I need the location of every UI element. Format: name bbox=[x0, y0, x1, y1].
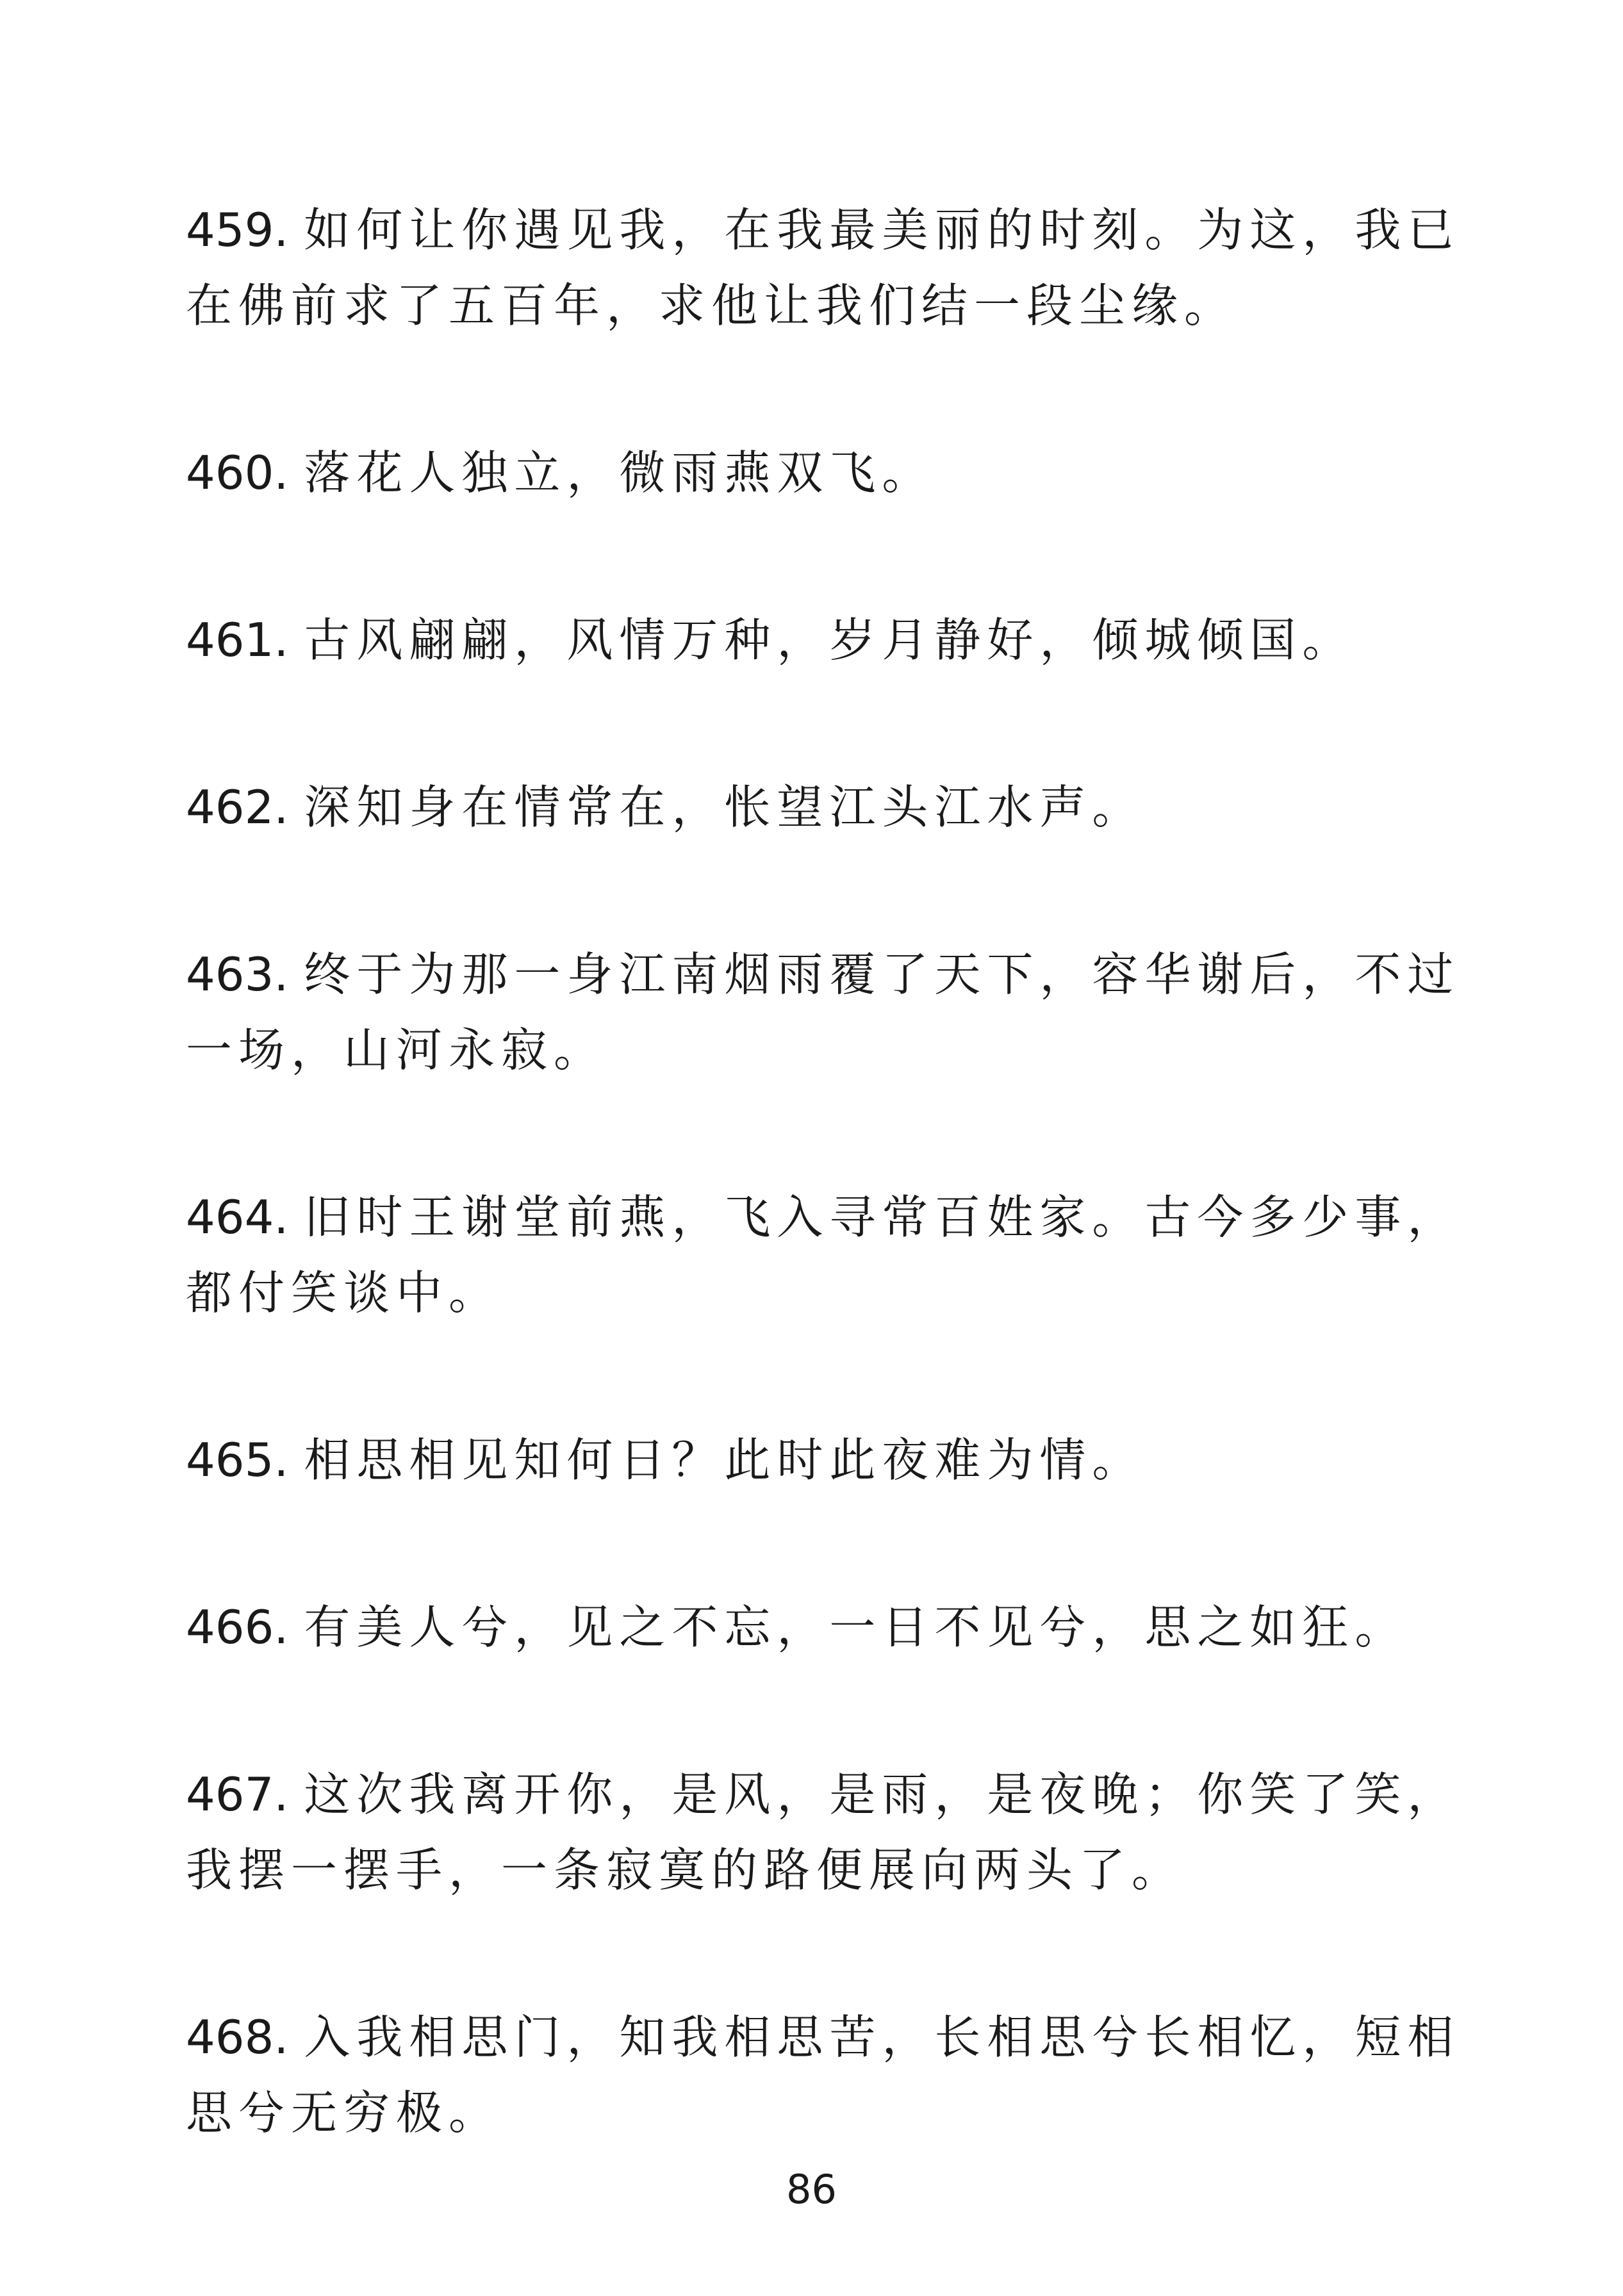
entry-number: 463. bbox=[186, 947, 289, 1001]
entry-number: 460. bbox=[186, 446, 289, 500]
entry-text: 旧时王谢堂前燕，飞入寻常百姓家。古今多少事，都付笑谈中。 bbox=[186, 1190, 1460, 1320]
entry-text: 相思相见知何日？此时此夜难为情。 bbox=[304, 1433, 1145, 1487]
entry-number: 465. bbox=[186, 1433, 289, 1487]
entry-462 bbox=[186, 769, 1467, 845]
entry-number: 464. bbox=[186, 1190, 289, 1244]
entry-465 bbox=[186, 1422, 1467, 1498]
entry-459 bbox=[186, 192, 1467, 343]
entry-468 bbox=[186, 1999, 1467, 2151]
entry-number: 461. bbox=[186, 613, 289, 667]
entry-number: 466. bbox=[186, 1600, 289, 1654]
entry-text: 入我相思门，知我相思苦，长相思兮长相忆，短相思兮无穷极。 bbox=[186, 2010, 1460, 2140]
entry-text: 落花人独立，微雨燕双飞。 bbox=[304, 446, 935, 500]
entry-463 bbox=[186, 937, 1467, 1088]
entry-text: 如何让你遇见我，在我最美丽的时刻。为这，我已在佛前求了五百年，求他让我们结一段尘缘。 bbox=[186, 203, 1460, 332]
entry-text: 这次我离开你，是风，是雨，是夜晚；你笑了笑，我摆一摆手，一条寂寞的路便展向两头了。 bbox=[186, 1767, 1460, 1897]
entry-text: 古风翩翩，风情万种，岁月静好，倾城倾国。 bbox=[304, 613, 1355, 667]
entry-467 bbox=[186, 1757, 1467, 1908]
entry-number: 462. bbox=[186, 780, 289, 834]
entry-text: 终于为那一身江南烟雨覆了天下，容华谢后，不过一场，山河永寂。 bbox=[186, 947, 1460, 1077]
entry-464 bbox=[186, 1179, 1467, 1331]
entry-number: 459. bbox=[186, 203, 289, 257]
entry-text: 有美人兮，见之不忘，一日不见兮，思之如狂。 bbox=[304, 1600, 1408, 1654]
entry-461 bbox=[186, 602, 1467, 678]
entry-460 bbox=[186, 435, 1467, 511]
entry-number: 467. bbox=[186, 1767, 289, 1821]
entry-list bbox=[186, 192, 1467, 2151]
entry-number: 468. bbox=[186, 2010, 289, 2064]
entry-text: 深知身在情常在，怅望江头江水声。 bbox=[304, 780, 1145, 834]
page-number: 86 bbox=[786, 2166, 837, 2213]
entry-466 bbox=[186, 1589, 1467, 1665]
